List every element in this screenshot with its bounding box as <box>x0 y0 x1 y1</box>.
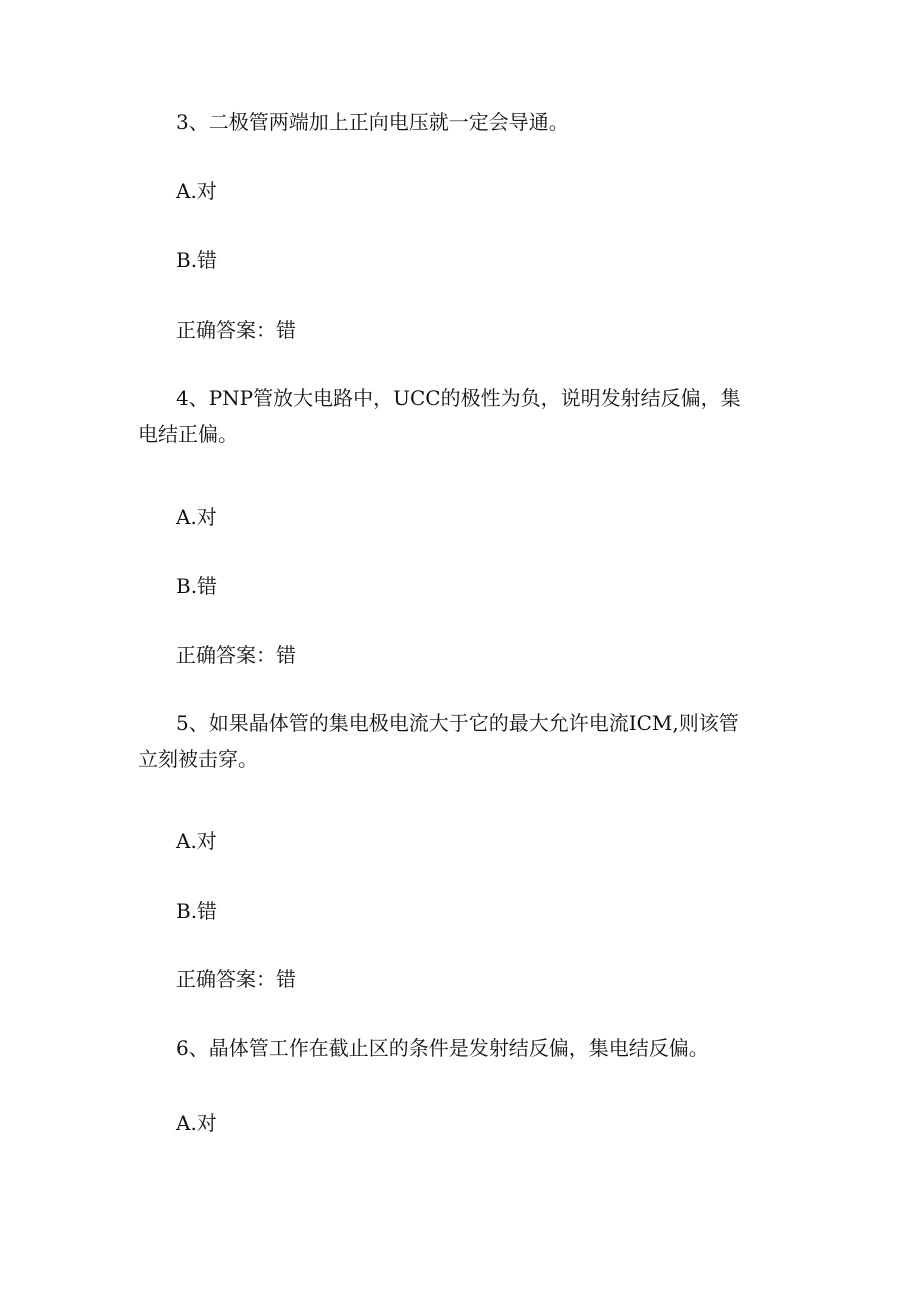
question-5-stem <box>138 711 778 771</box>
question-6-stem: 6、晶体管工作在截止区的条件是发射结反偏，集电结反偏。 <box>176 1036 709 1060</box>
question-3-stem: 3、二极管两端加上正向电压就一定会导通。 <box>176 110 569 134</box>
question-4-option-b: B.错 <box>176 574 218 598</box>
question-4-option-a: A.对 <box>176 505 217 529</box>
question-5-stem-line2: 立刻被击穿。 <box>138 747 258 771</box>
question-4-stem-line1: 4、PNP管放大电路中，UCC的极性为负，说明发射结反偏，集 <box>176 386 741 410</box>
question-5-answer: 正确答案：错 <box>176 967 296 991</box>
question-6-option-a: A.对 <box>176 1111 217 1135</box>
question-4-stem <box>138 386 778 446</box>
question-4-stem-line2: 电结正偏。 <box>138 422 238 446</box>
question-5-stem-line1: 5、如果晶体管的集电极电流大于它的最大允许电流ICM,则该管 <box>176 711 739 735</box>
question-3-option-b: B.错 <box>176 248 218 272</box>
question-3-answer: 正确答案：错 <box>176 318 296 342</box>
question-3-option-a: A.对 <box>176 179 217 203</box>
question-5-option-b: B.错 <box>176 899 218 923</box>
question-4-answer: 正确答案：错 <box>176 643 296 667</box>
question-5-option-a: A.对 <box>176 829 217 853</box>
